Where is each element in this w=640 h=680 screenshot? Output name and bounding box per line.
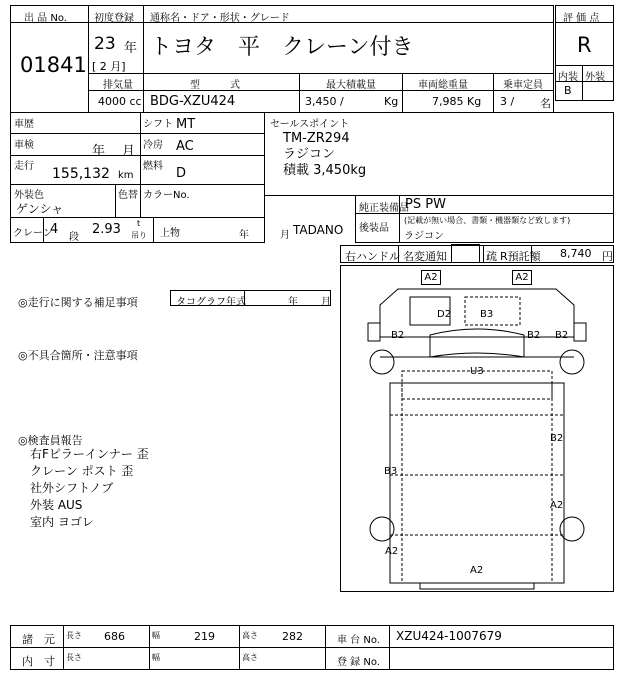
model-description-label: 通称名・ドア・形状・グレード (150, 13, 290, 24)
damage-mark: U3 (470, 366, 484, 377)
crane-year-unit: 年 (239, 230, 249, 241)
oem-equipment: PS PW (405, 197, 446, 212)
registration-month: [ 2 月] (92, 60, 126, 73)
length-label: 長さ (66, 631, 82, 640)
crane-capacity: 2.93 (92, 222, 121, 237)
inspector-report-line: 外装 AUS (30, 498, 83, 512)
overall-grade: R (577, 33, 592, 57)
driving-notes-label: ◎走行に関する補足事項 (18, 296, 138, 309)
inspector-report-list (30, 446, 149, 531)
model-name: トヨタ 平 クレーン付き (150, 35, 414, 60)
crane-capacity-unit: t (137, 219, 141, 228)
damage-mark: A2 (385, 546, 399, 557)
max-load-label: 最大積載量 (326, 80, 376, 91)
damage-mark: A2 (550, 500, 564, 511)
ac-label: 冷房 (143, 140, 163, 151)
height-label: 高さ (242, 631, 258, 640)
displacement: 4000 cc (98, 95, 142, 108)
exterior-color-label: 外装色 (14, 190, 44, 201)
chassis-label: 車 台 No. (337, 635, 380, 646)
gross-weight-label: 車両総重量 (418, 80, 468, 91)
recycle-fee-unit: 円 (602, 250, 613, 263)
gross-weight: 7,985 Kg (432, 95, 482, 108)
history-label: 車歴 (14, 119, 34, 130)
inner-height-label: 高さ (242, 653, 258, 662)
oem-equipment-label: 純正装備品 (359, 203, 409, 214)
width-label: 幅 (152, 631, 160, 640)
inspector-report-line: 室内 ヨゴレ (30, 515, 94, 529)
displacement-label: 排気量 (103, 80, 133, 91)
damage-mark: B2 (550, 433, 564, 444)
capacity-label: 乗車定員 (503, 80, 543, 91)
damage-mark: A2 (470, 565, 484, 576)
inspector-report-line: クレーン ポスト 歪 (30, 464, 134, 478)
registration-number-label: 登 録 No. (337, 657, 380, 668)
damage-mark: A2 (421, 270, 441, 285)
aftermarket-label: 後装品 (359, 223, 389, 234)
fuel-value: D (176, 166, 187, 181)
grade-label: 評 価 点 (563, 13, 600, 24)
inner-width-label: 幅 (152, 653, 160, 662)
sticker-mark: 疏 (486, 250, 497, 263)
registration-year: 23 (94, 34, 116, 54)
inspector-report-label: ◎検査員報告 (18, 434, 83, 447)
ac-value: AC (176, 139, 194, 154)
recycle-fee-label: R預託額 (500, 250, 541, 263)
crane-stages-unit: 段 (69, 232, 79, 243)
mileage-unit: km (118, 170, 134, 181)
tachograph-year-unit: 年 (288, 297, 298, 308)
color-number-label: カラーNo. (143, 190, 190, 201)
damage-mark: B2 (527, 330, 541, 341)
exterior-color: ゲンシャ (16, 202, 64, 216)
tachograph-month-unit: 月 (321, 297, 331, 308)
registration-year-unit: 年 (124, 41, 138, 56)
inspector-report-line: 社外シフトノブ (30, 481, 114, 495)
capacity: 3 / (500, 95, 515, 108)
mileage-label: 走行 (14, 161, 34, 172)
crane-month-unit: 月 (280, 230, 290, 241)
lot-number: 01841 (20, 53, 87, 77)
inspection-year-unit: 年 (92, 144, 106, 159)
shift-label: シフト (143, 119, 173, 130)
capacity-unit: 名 (540, 97, 551, 110)
inner-length-label: 長さ (66, 653, 82, 662)
fuel-label: 燃料 (143, 161, 163, 172)
max-load: 3,450 / (305, 95, 344, 108)
damage-mark: B2 (391, 330, 405, 341)
recycle-fee: 8,740 (560, 247, 592, 260)
crane-upper-label: 上物 (160, 228, 180, 239)
inspection-label: 車検 (14, 140, 34, 151)
sales-point-line: ラジコン (283, 147, 336, 162)
truck-diagram (340, 265, 614, 592)
inspector-report-line: 右Fピラーインナー 歪 (30, 447, 149, 461)
steering-position: 右ハンドル (345, 250, 400, 263)
length-value: 686 (104, 630, 125, 643)
name-change-label: 名変通知 (403, 250, 447, 263)
max-load-unit: Kg (384, 95, 399, 108)
shift-value: MT (176, 117, 196, 132)
first-registration-label: 初度登録 (94, 13, 134, 24)
width-value: 219 (194, 630, 215, 643)
sales-point-line: 積載 3,450kg (283, 163, 367, 178)
sales-point-label: セールスポイント (270, 119, 350, 130)
defects-label: ◎不具合箇所・注意事項 (18, 349, 138, 362)
aftermarket-note: (記載が無い場合、書類・機器類など致します) (404, 216, 571, 225)
dimensions-label: 諸 元 (22, 633, 55, 646)
damage-mark: B2 (555, 330, 569, 341)
exterior-grade-label: 外装 (585, 72, 605, 83)
lot-label: 出 品 No. (24, 13, 67, 24)
interior-grade-label: 内装 (558, 72, 578, 83)
mileage-value: 155,132 (52, 166, 110, 182)
damage-mark: B3 (480, 309, 494, 320)
model-type-label: 型 式 (190, 80, 240, 91)
crane-lift-label: 吊り (131, 231, 147, 240)
chassis-number: XZU424-1007679 (396, 629, 502, 643)
damage-mark: D2 (437, 309, 452, 320)
damage-mark: B3 (384, 466, 398, 477)
interior-grade: B (564, 84, 572, 97)
damage-mark: A2 (512, 270, 532, 285)
sales-point-list (283, 131, 366, 179)
crane-maker: TADANO (293, 223, 344, 237)
inner-dimensions-label: 内 寸 (22, 655, 55, 668)
crane-label: クレーン (13, 228, 53, 239)
tachograph-label: タコグラフ年式 (176, 297, 246, 308)
height-value: 282 (282, 630, 303, 643)
crane-stages: 4 (50, 222, 59, 237)
color-change-label: 色替 (118, 190, 138, 201)
sales-point-line: TM-ZR294 (283, 131, 350, 146)
inspection-month-unit: 月 (122, 144, 136, 159)
aftermarket-value: ラジコン (404, 231, 444, 242)
model-type: BDG-XZU424 (150, 94, 236, 109)
